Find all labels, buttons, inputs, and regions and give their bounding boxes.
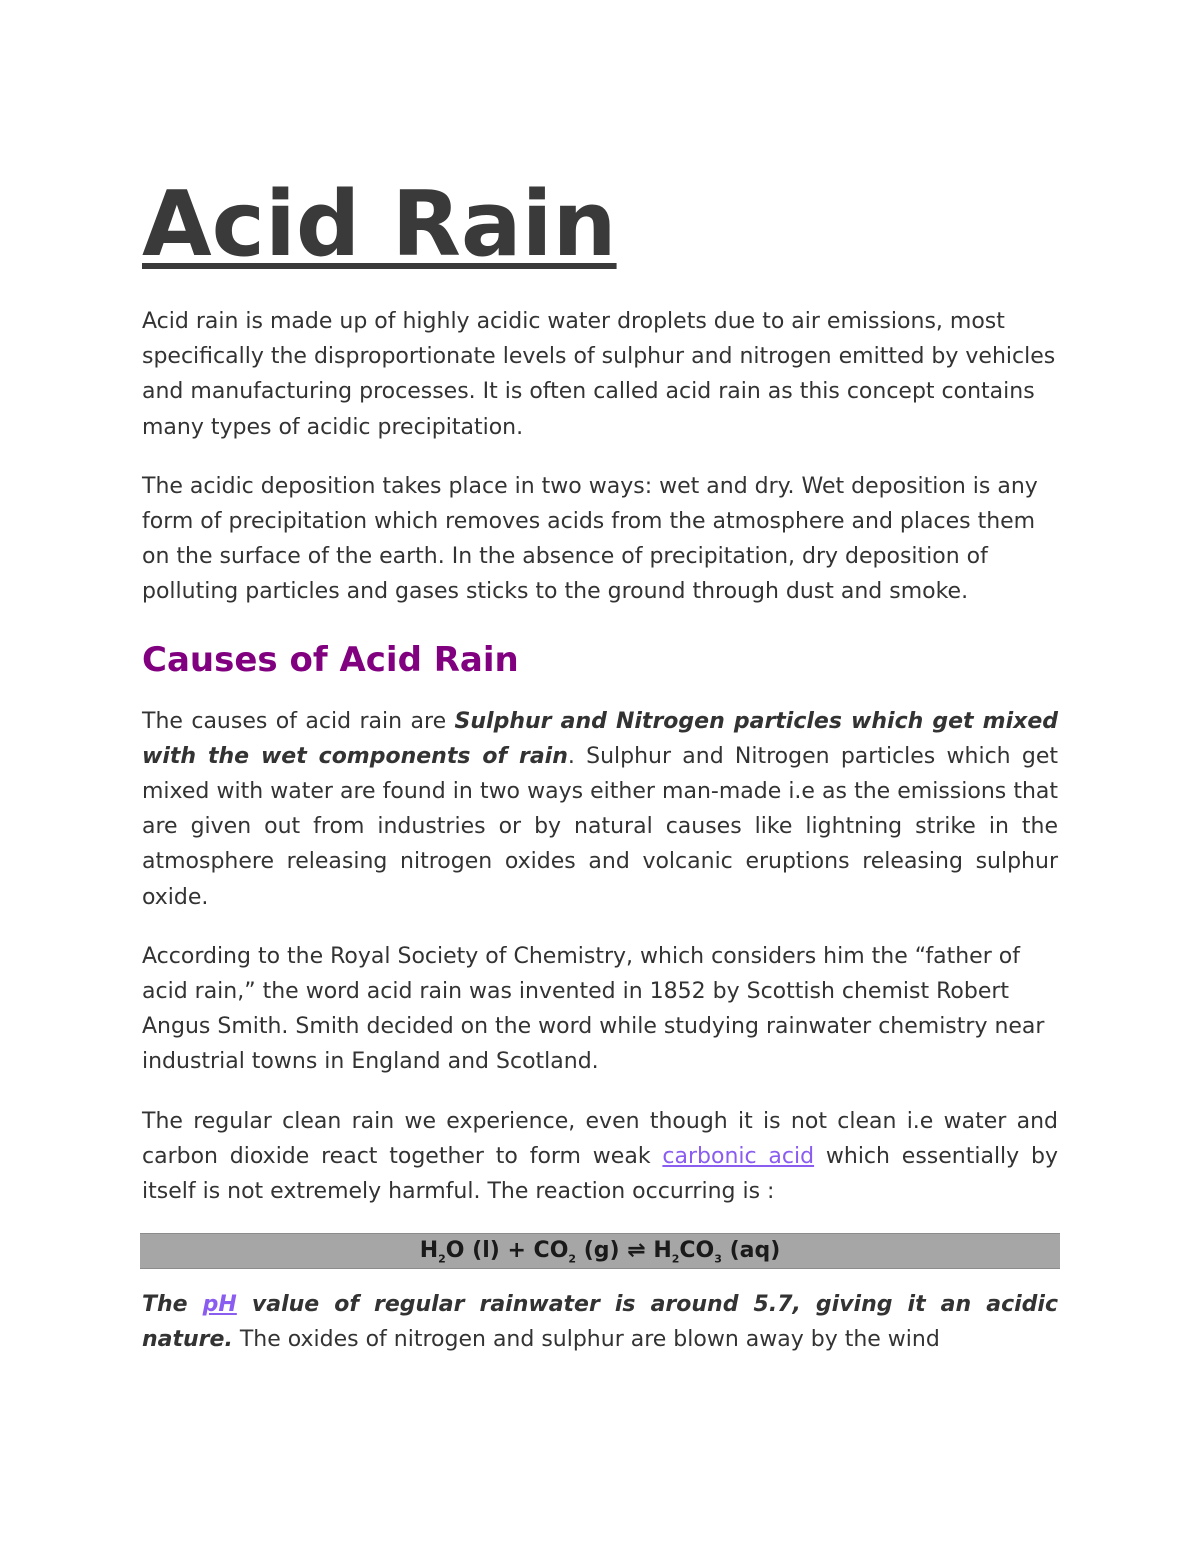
page-title-text: Acid Rain	[142, 172, 617, 277]
causes-p3-end: which essentially by itself is not extremely harmful. The reaction occurring is :	[142, 1143, 1058, 1205]
document-page	[142, 170, 1058, 1382]
causes-paragraph-1	[142, 704, 1058, 915]
causes-p1-emphasis: Sulphur and Nitrogen particles which get mixed with the wet components of rain	[142, 708, 1058, 769]
causes-p3-start: The regular clean rain we experience, even though it is not clean i.e water and carbon dioxide react together to form weak	[142, 1108, 1058, 1169]
reaction-equation: $H_2O$ $(l) + CO_2$ (g) ⇌ $H_2CO_3$ (aq)	[140, 1233, 1060, 1269]
carbonic-acid-link[interactable]: carbonic acid	[662, 1143, 815, 1169]
ph-paragraph-rest: The oxides of nitrogen and sulphur are blown away by the wind	[232, 1327, 940, 1353]
intro-paragraph-2: The acidic deposition takes place in two ways: wet and dry. Wet deposition is any form of precipitation which removes acids from the atmosphere and places them on the surface of the earth. In the absence of precipitation, dry deposition of polluting particles and gases sticks to the ground through dust and smoke.	[142, 473, 1038, 605]
causes-heading: Causes of Acid Rain	[142, 639, 519, 680]
causes-p1-end: . Sulphur and Nitrogen particles which get mixed with water are found in two ways either man-made i.e as the emissions that are given out from industries or by natural causes like lightning strike in the atmosphere releasing nitrogen oxides and volcanic eruptions releasing sulphur oxide.	[142, 743, 1058, 910]
ph-link[interactable]: pH	[202, 1292, 237, 1318]
page-title	[142, 170, 1058, 280]
ph-paragraph	[142, 1287, 1058, 1357]
intro-paragraph-1: Acid rain is made up of highly acidic water droplets due to air emissions, most specifically the disproportionate levels of sulphur and nitrogen emitted by vehicles and manufacturing processes. It is often called acid rain as this concept contains many types of acidic precipitation.	[142, 309, 1056, 440]
causes-paragraph-3	[142, 1104, 1058, 1210]
causes-p1-start: The causes of acid rain are	[142, 708, 455, 734]
causes-paragraph-2: According to the Royal Society of Chemistry, which considers him the “father of acid rain,” the word acid rain was invented in 1852 by Scottish chemist Robert Angus Smith. Smith decided on the word while studying rainwater chemistry near industrial towns in England and Scotland.	[142, 943, 1045, 1075]
ph-emphasis-start: The	[142, 1292, 203, 1318]
ph-emphasis-end: value of regular rainwater is around 5.7, giving it an acidic nature.	[142, 1292, 1058, 1353]
